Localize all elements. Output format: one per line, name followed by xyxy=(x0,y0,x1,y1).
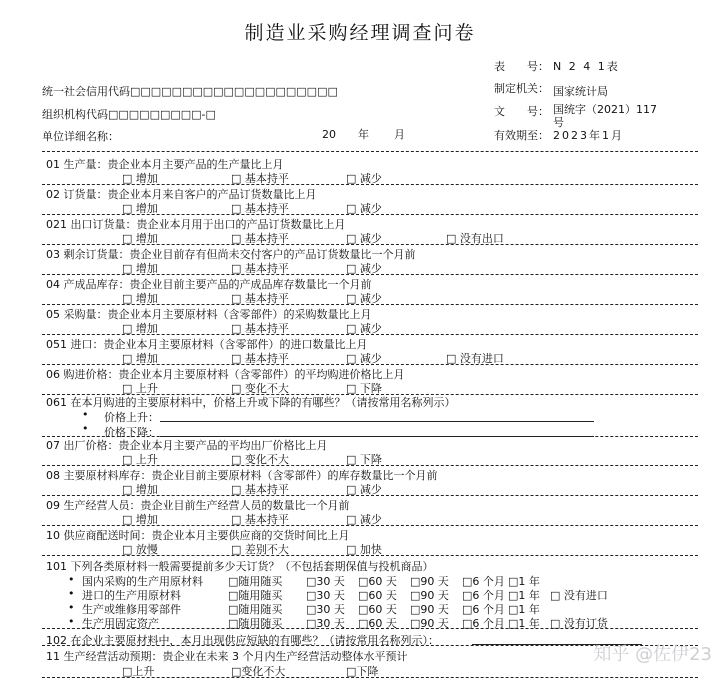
option-checkbox[interactable]: □ 差别不大 xyxy=(231,543,289,556)
option-checkbox[interactable]: □ 基本持平 xyxy=(231,322,289,335)
lead-time-checkbox[interactable]: □随用随买 xyxy=(228,617,283,630)
question-102: 102 在企业主要原材料中，本月出现供应短缺的有哪些？（请按常用名称列示）： xyxy=(46,634,439,647)
question-text: 03 剩余订货量：贵企业目前存有但尚未交付客户的产品订货数量比一个月前 xyxy=(46,248,416,261)
watermark: 知乎 @佐伊23 xyxy=(593,644,712,665)
question-text: 02 订货量：贵企业本月来自客户的产品订货数量比上月 xyxy=(46,188,317,201)
lead-time-checkbox[interactable]: □30 天 xyxy=(306,617,345,630)
option-checkbox[interactable]: □ 减少 xyxy=(346,322,382,335)
lead-time-checkbox[interactable]: □随用随买 xyxy=(228,575,283,588)
option-checkbox[interactable]: □ 减少 xyxy=(346,352,382,365)
option-checkbox[interactable]: □ 下降 xyxy=(346,382,382,395)
bullet: • xyxy=(68,573,75,586)
lead-time-checkbox[interactable]: □6 个月 xyxy=(462,603,505,616)
option-checkbox[interactable]: □下降 xyxy=(346,665,379,678)
bullet: • xyxy=(68,601,75,614)
divider xyxy=(42,304,698,305)
option-checkbox[interactable]: □ 增加 xyxy=(122,483,158,496)
divider xyxy=(42,244,698,245)
question-text: 051 进口：贵企业本月主要原材料（含零部件）的进口数量比上月 xyxy=(46,338,368,351)
option-checkbox[interactable]: □ 下降 xyxy=(346,453,382,466)
option-checkbox[interactable]: □ 增加 xyxy=(122,352,158,365)
question-text: 07 出厂价格：贵企业本月主要产品的平均出厂价格比上月 xyxy=(46,439,328,452)
option-checkbox[interactable]: □ 上升 xyxy=(122,453,158,466)
option-checkbox[interactable]: □ 基本持平 xyxy=(231,232,289,245)
agency-value: 国家统计局 xyxy=(553,85,608,98)
question-11: 11 生产经营活动预期：贵企业在未来 3 个月内生产经营活动整体水平预计 xyxy=(46,650,408,663)
option-checkbox[interactable]: □ 基本持平 xyxy=(231,172,289,185)
report-year: 20 年 xyxy=(322,128,369,141)
question-061: 061 在本月购进的主要原材料中，价格上升或下降的有哪些？（请按常用名称列示） xyxy=(46,396,456,409)
option-checkbox[interactable]: □ 增加 xyxy=(122,232,158,245)
option-checkbox[interactable]: □ 增加 xyxy=(122,202,158,215)
question-text: 04 产成品库存：贵企业目前主要产品的产成品库存数量比一个月前 xyxy=(46,278,372,291)
form-no-label: 表 号： xyxy=(494,60,549,73)
option-checkbox[interactable]: □上升 xyxy=(122,665,155,678)
lead-time-checkbox[interactable]: □30 天 xyxy=(306,603,345,616)
question-text: 05 采购量：贵企业本月主要原材料（含零部件）的采购数量比上月 xyxy=(46,308,372,321)
divider xyxy=(42,364,698,365)
question-text: 021 出口订货量：贵企业本月用于出口的产品订货数量比上月 xyxy=(46,218,346,231)
question-text: 01 生产量：贵企业本月主要产品的生产量比上月 xyxy=(46,158,284,171)
option-checkbox[interactable]: □ 增加 xyxy=(122,292,158,305)
divider xyxy=(42,555,698,556)
question-101: 101 下列各类原材料一般需要提前多少天订货？（不包括套期保值与投机商品） xyxy=(46,560,434,573)
divider xyxy=(42,334,698,335)
page-title: 制造业采购经理调查问卷 xyxy=(244,22,476,44)
divider xyxy=(42,214,698,215)
question-text: 09 生产经营人员：贵企业目前生产经营人员的数量比一个月前 xyxy=(46,499,350,512)
option-checkbox[interactable]: □ 增加 xyxy=(122,262,158,275)
divider xyxy=(42,274,698,275)
option-checkbox[interactable]: □ 减少 xyxy=(346,262,382,275)
option-checkbox[interactable]: □ 增加 xyxy=(122,322,158,335)
lead-time-checkbox[interactable]: □1 年 xyxy=(508,575,540,588)
bullet: • xyxy=(68,615,75,628)
option-checkbox[interactable]: □ 没有进口 xyxy=(446,352,504,365)
lead-time-checkbox[interactable]: □随用随买 xyxy=(228,603,283,616)
bullet: • xyxy=(82,408,89,421)
option-checkbox[interactable]: □ 基本持平 xyxy=(231,513,289,526)
credit-code-field[interactable]: 统一社会信用代码□□□□□□□□□□□□□□□□□□□□ xyxy=(42,85,338,98)
lead-time-checkbox[interactable]: □30 天 xyxy=(306,589,345,602)
option-checkbox[interactable]: □ 减少 xyxy=(346,232,382,245)
question-text: 10 供应商配送时间：贵企业本月主要供应商的交货时间比上月 xyxy=(46,529,350,542)
option-checkbox[interactable]: □ 上升 xyxy=(122,382,158,395)
lead-time-checkbox[interactable]: □ 没有订货 xyxy=(550,617,608,630)
report-month: 月 xyxy=(394,128,405,141)
lead-time-checkbox[interactable]: □30 天 xyxy=(306,575,345,588)
bullet: • xyxy=(82,422,89,435)
option-checkbox[interactable]: □ 放慢 xyxy=(122,543,158,556)
option-checkbox[interactable]: □ 变化不大 xyxy=(231,382,289,395)
option-checkbox[interactable]: □ 没有出口 xyxy=(446,232,504,245)
material-type-label: 生产用固定资产 xyxy=(82,617,159,630)
lead-time-checkbox[interactable]: □6 个月 xyxy=(462,617,505,630)
divider xyxy=(42,465,698,466)
option-checkbox[interactable]: □ 变化不大 xyxy=(231,453,289,466)
option-checkbox[interactable]: □ 基本持平 xyxy=(231,262,289,275)
valid-until-label: 有效期至： xyxy=(494,129,549,142)
form-no-value: N 2 4 1表 xyxy=(553,60,620,73)
material-type-label: 进口的生产用原材料 xyxy=(82,589,181,602)
option-checkbox[interactable]: □ 基本持平 xyxy=(231,202,289,215)
price-up-field[interactable] xyxy=(160,421,594,422)
divider xyxy=(42,677,698,678)
option-checkbox[interactable]: □ 基本持平 xyxy=(231,352,289,365)
lead-time-checkbox[interactable]: □60 天 xyxy=(358,617,397,630)
lead-time-checkbox[interactable]: □90 天 xyxy=(410,575,449,588)
price-down-label: 价格下降： xyxy=(104,426,159,439)
divider xyxy=(42,495,698,496)
unit-name-label: 单位详细名称： xyxy=(42,130,119,143)
lead-time-checkbox[interactable]: □6 个月 xyxy=(462,575,505,588)
lead-time-checkbox[interactable]: □90 天 xyxy=(410,589,449,602)
divider xyxy=(42,151,698,152)
divider xyxy=(42,628,698,629)
option-checkbox[interactable]: □ 减少 xyxy=(346,513,382,526)
option-checkbox[interactable]: □ 基本持平 xyxy=(231,483,289,496)
lead-time-checkbox[interactable]: □1 年 xyxy=(508,603,540,616)
lead-time-checkbox[interactable]: □1 年 xyxy=(508,589,540,602)
divider xyxy=(42,525,698,526)
lead-time-checkbox[interactable]: □60 天 xyxy=(358,575,397,588)
option-checkbox[interactable]: □ 减少 xyxy=(346,172,382,185)
agency-label: 制定机关： xyxy=(494,82,549,95)
option-checkbox[interactable]: □ 增加 xyxy=(122,172,158,185)
lead-time-checkbox[interactable]: □90 天 xyxy=(410,617,449,630)
lead-time-checkbox[interactable]: □1 年 xyxy=(508,617,540,630)
lead-time-checkbox[interactable]: □随用随买 xyxy=(228,589,283,602)
lead-time-checkbox[interactable]: □60 天 xyxy=(358,603,397,616)
valid-until-value: 2023年1月 xyxy=(553,129,624,142)
lead-time-checkbox[interactable]: □60 天 xyxy=(358,589,397,602)
option-checkbox[interactable]: □ 加快 xyxy=(346,543,382,556)
option-checkbox[interactable]: □ 减少 xyxy=(346,292,382,305)
doc-no-label: 文 号： xyxy=(494,105,549,118)
lead-time-checkbox[interactable]: □6 个月 xyxy=(462,589,505,602)
price-up-label: 价格上升： xyxy=(104,411,159,424)
option-checkbox[interactable]: □变化不大 xyxy=(231,665,286,678)
org-code-field[interactable]: 组织机构代码□□□□□□□□□-□ xyxy=(42,108,216,121)
option-checkbox[interactable]: □ 基本持平 xyxy=(231,292,289,305)
bullet: • xyxy=(68,587,75,600)
lead-time-checkbox[interactable]: □90 天 xyxy=(410,603,449,616)
material-type-label: 生产或维修用零部件 xyxy=(82,603,181,616)
option-checkbox[interactable]: □ 减少 xyxy=(346,202,382,215)
divider xyxy=(42,184,698,185)
lead-time-checkbox[interactable]: □ 没有进口 xyxy=(550,589,608,602)
material-type-label: 国内采购的生产用原材料 xyxy=(82,575,203,588)
option-checkbox[interactable]: □ 减少 xyxy=(346,483,382,496)
question-text: 08 主要原材料库存：贵企业目前主要原材料（含零部件）的库存数量比一个月前 xyxy=(46,469,438,482)
doc-no-value: 国统字（2021）117号 xyxy=(553,103,657,129)
question-text: 06 购进价格：贵企业本月主要原材料（含零部件）的平均购进价格比上月 xyxy=(46,368,405,381)
option-checkbox[interactable]: □ 增加 xyxy=(122,513,158,526)
